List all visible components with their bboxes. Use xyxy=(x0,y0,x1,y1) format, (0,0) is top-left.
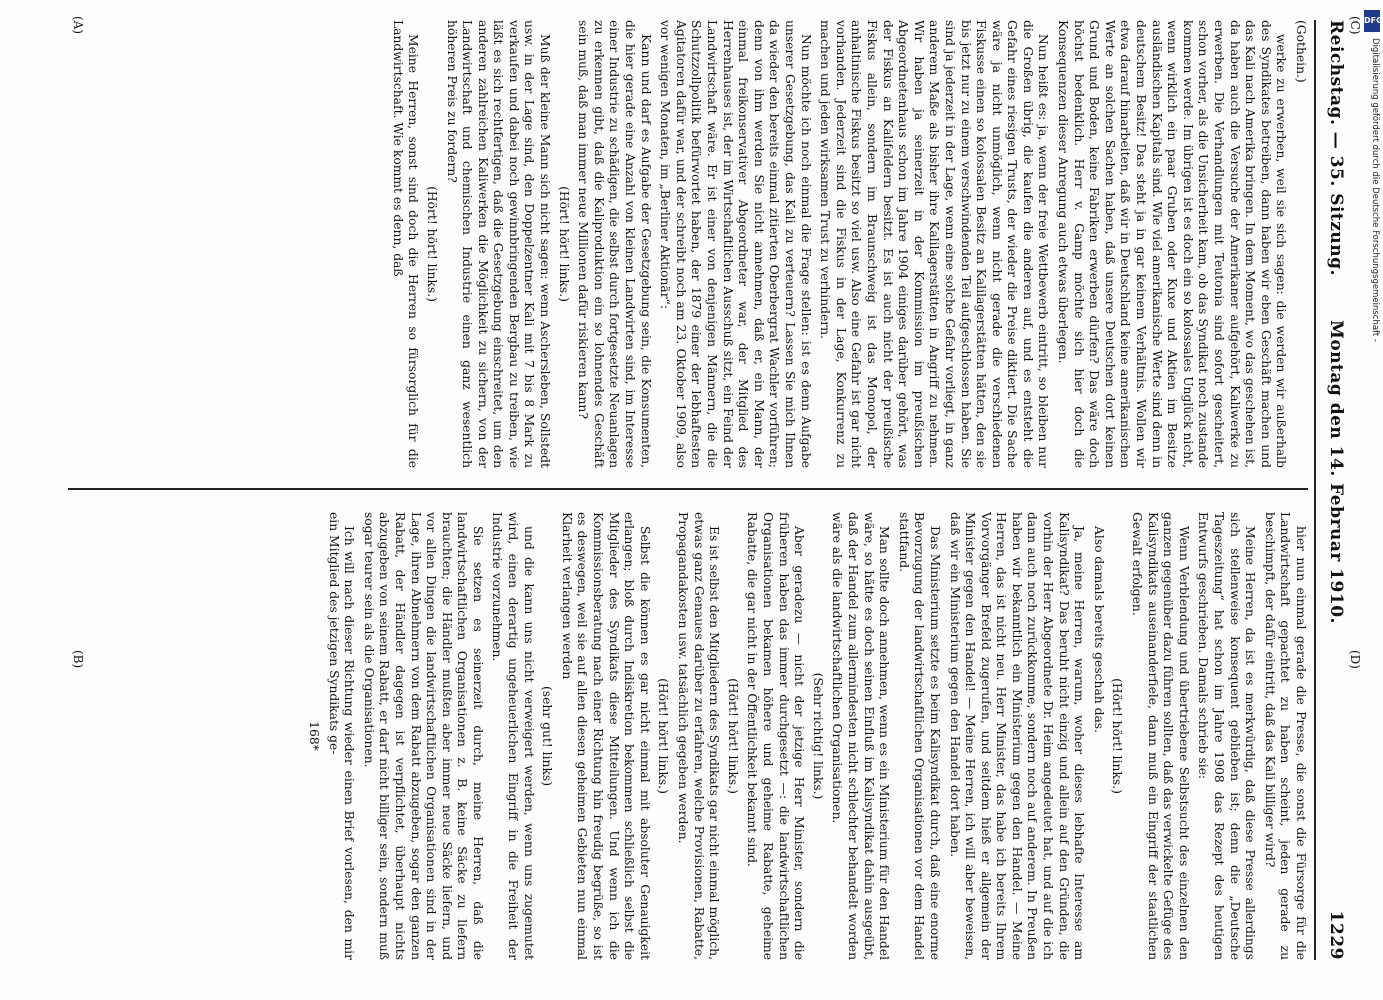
signature-mark: 168* xyxy=(306,721,321,751)
header-rule xyxy=(1314,20,1316,960)
paragraph: hier nun einmal gerade die Presse, die sonst die Fürsorge für die Landwirtschaft gepachtet zu haben scheint, jeden gerade zu beschimpft, der dafür eintritt, daß das Kali billiger wird? xyxy=(1262,512,1308,960)
paragraph: Ich will nach dieser Richtung wieder einen Brief vorlesen, den mir ein Mitglied des jetzigen Syndikats ge- xyxy=(326,512,357,960)
margin-mark-a: (A) xyxy=(71,16,85,35)
interjection: (Hört! hört! links.) xyxy=(725,678,740,794)
interjection: (Hört! hört! links.) xyxy=(424,186,439,302)
rotated-page xyxy=(60,16,1362,960)
right-column xyxy=(68,512,1308,960)
paragraph: Nun möchte ich noch einmal die Frage stellen: ist es denn Aufgabe unserer Gesetzgebung, das Kali zu verteuern? Lassen Sie mich Ihnen da wieder den bereits einmal zitierten Oberbergrat Wachler vorführen; denn von ihm werden Sie nicht annehmen, daß er, ein Mann, der einmal freikonservativer Abgeordneter war, der Mitglied des Herrenhauses ist, der im Wirtschaftlichen Ausschuß sitzt, ein Feind der Landwirtschaft wäre. Er ist einer von denjenigen Männern, die die Schutzzollpolitik befürwortet haben, der 1879 einer der lebhaftesten Agitatoren dafür war, und der schreibt noch am 23. Oktober 1909, also vor wenigen Monaten, im „Berliner Aktionär“: xyxy=(658,20,813,468)
paragraph: und die kann uns nicht verweigert werden, wenn uns zugemutet wird, einen derartig ungeheuerlichen Eingriff in die Freiheit der Industrie vorzunehmen. xyxy=(490,512,536,960)
paragraph: Also damals bereits geschah das. xyxy=(1091,526,1106,734)
paragraph: Aber geradezu — nicht der jetzige Herr Minister, sondern die früheren haben das immer durchgesetzt —: die landwirtschaftlichen Organisationen bekamen höhere und geheime Rabatte, geheime Rabatte, die gar nicht in der Öffentlichkeit bekannt sind. xyxy=(745,512,807,960)
paragraph: Muß der kleine Mann sich nicht sagen: wenn Aschersleben, Sollstedt usw. in der Lage sind, den Doppelzentner Kali mit 7 bis 8 Mark zu verkaufen und dabei noch gewinnbringenden Bergbau zu treiben, wie läßt es sich rechtfertigen, daß die Gesetzgebung einschreitet, um den anderen zahlreichen Kaliwerken die Möglichkeit zu sichern, von der Landwirtschaft und chemischen Industrie einen ganz wesentlich höheren Preis zu fordern? xyxy=(444,20,553,468)
digitization-credit xyxy=(1364,10,1383,950)
paragraph: Selbst die können es gar nicht einmal mit absoluter Genauigkeit erlangen; bloß durch Indiskretion bekommen schließlich selbst die Mitglieder des Syndikats diese Mitteilungen. Und wenn ich die Kommissionsberatung nach einer Richtung hin freudig begrüße, so ist es deswegen, weil sie auf allen diesen geheimen Gebieten nun einmal Klarheit verlangen werden xyxy=(559,512,652,960)
paragraph: werke zu erwerben, weil sie sich sagen: die werden wir außerhalb des Syndikates betreiben, dann haben wir eben Geschäft machen und das Kali nach Amerika bringen. In dem Moment, wo das geschehen ist, da haben auch die Versuche der Amerikaner aufgehört, Kaliwerke zu erwerben. Die Verhandlungen mit Teutonia sind sofort gescheitert, schon vorher, als die Unsicherheit kam, ob das Syndikat noch zustande kommen werde. Im übrigen ist es doch ein so kolossales Unglück nicht, wenn wirklich ein paar Gruben oder Kuxe und Aktien im Besitze ausländischen Kapitals sind. Wie viel amerikanische Werte sind denn in deutschem Besitz! Das steht ja in gar keinem Verhältnis. Wollen wir etwa darauf hinarbeiten, daß wir in Deutschland keine amerikanischen Werte an solchen Sachen haben, daß unsere Deutschen dort keinen Grund und Boden, keine Fabriken erwerben dürfen? Das wäre doch höchst bedenklich. Herr v. Gamp möchte sich hier doch die Konsequenzen dieser Anregung auch etwas überlegen. xyxy=(1056,20,1289,468)
paragraph: Meine Herren, da ist es merkwürdig, daß diese Presse allerdings sich stellenweise konsequent geblieben ist; denn die „Deutsche Tageszeitung“ hat schon im Jahre 1908 das Rezept des heutigen Entwurfs geschrieben. Damals schrieb sie: xyxy=(1196,512,1258,960)
header-left: Reichstag. — 35. Sitzung. xyxy=(1326,20,1346,276)
paragraph: Man sollte doch annehmen, wenn es ein Ministerium für den Handel wäre, so hätte es doch seinen Einfluß im Kalisyndikat dahin ausgeübt, daß der Handel zum allermindesten nicht schlechter behandelt worden wäre als die landwirtschaftlichen Organisationen. xyxy=(830,512,892,960)
left-column xyxy=(68,20,1308,468)
page-number: 1229 xyxy=(1326,910,1346,960)
paragraph: Ja, meine Herren, warum, woher dieses lebhafte Interesse am Kalisyndikat? Das beruht nicht einzig und allein auf den Gründen, die vorhin der Herr Abgeordnete Dr. Heim angedeutet hat, und auf die ich dann auch noch zurückkomme, sondern noch auf anderem. In Preußen haben wir bekanntlich ein Ministerium gegen den Handel. — Meine Herren, das ist nicht neu. Herr Minister, das habe ich bereits Ihrem Vorvorgänger Brefeld zugerufen, und seitdem hieß er allgemein der Minister gegen den Handel! — Meine Herren, ich will aber beweisen, daß wir ein Ministerium gegen den Handel dort haben. xyxy=(947,512,1087,960)
quote: Wenn Verblendung und übertriebene Selbstsucht des einzelnen den ganzen gegenüber dazu führen sollten, daß das verwickelte Gefüge des Kalisyndikats auseinanderfiele, dann muß ein Eingriff der staatlichen Gewalt erfolgen. xyxy=(1130,512,1191,960)
interjection: (Hört! hört! links.) xyxy=(556,186,571,302)
paragraph: Meine Herren, sonst sind doch die Herren so fürsorglich für die Landwirtschaft. Wie kommt es denn, daß xyxy=(390,20,421,468)
paragraph: Es ist selbst den Mitgliedern des Syndikats gar nicht einmal möglich, etwas ganz Genaues darüber zu erfahren, welche Provisionen, Rabatte, Propagandakosten usw. tatsächlich gegeben werden. xyxy=(676,512,722,960)
margin-mark-c: (C) xyxy=(1348,16,1362,35)
interjection: (Hört! hört! links.) xyxy=(656,678,671,794)
digitization-note: Digitalisierung gefördert durch die Deutsche Forschungsgemeinschaft - xyxy=(1370,38,1380,342)
page-header xyxy=(1316,20,1346,960)
paragraph: Sie setzen es seinerzeit durch, meine Herren, daß die landwirtschaftlichen Organisationen z. B. keine Säcke zu liefern brauchten; die Händler mußten aber immer neue Säcke liefern, und vor allen Dingen die landwirtschaftlichen Organisationen sind in der Lage, ihren Abnehmern von dem Rabatt abzugeben, sogar den ganzen Rabatt, der Händler dagegen ist verpflichtet, überhaupt nichts abzugeben von seinem Rabatt, er darf nicht billiger sein, sondern muß sogar teurer sein als die Organisationen. xyxy=(361,512,485,960)
quote: Kann und darf es Aufgabe der Gesetzgebung sein, die Konsumenten, die hier gerade eine Anzahl von kleinen Landwirten sind, im Interesse einer Industrie zu schädigen, die selbst durch fortgesetzte Neuanlagen zu erkennen gibt, daß die Kaliproduktion ein so lohnendes Geschäft sein muß, daß man immer neue Millionen dafür riskieren kann? xyxy=(576,20,653,468)
header-date: Montag den 14. Februar 1910. xyxy=(1326,320,1346,624)
paragraph: Nun heißt es: ja, wenn der freie Wettbewerb eintritt, so bleiben nur die Großen übrig, die kaufen die anderen auf, und es entsteht die Gefahr eines riesigen Trusts, der wieder die Preise diktiert. Die Sache wäre ja nicht unmöglich, wenn nicht gerade die verschiedenen Fiskusse einen so kolossalen Besitz an Kalilagerstätten hätten, den sie bis jetzt nur zu einem verschwindenden Teil aufgeschlossen haben. Sie sind ja jederzeit in der Lage, wenn eine solche Gefahr vorliegt, in ganz anderem Maße als bisher ihre Kalilagerstätten in Angriff zu nehmen. Wir haben ja seinerzeit in der Kommission im preußischen Abgeordnetenhaus schon im Jahre 1904 einiges darüber gehört, was der Fiskus an Kalifeldern besitzt. Es ist auch nicht der preußische Fiskus allein, sondern im Braunschweig ist das Monopol, der anhaltinische Fiskus besitzt so viel usw. Also eine Gefahr ist gar nicht vorhanden. Jederzeit sind die Fiskus in der Lage, Konkurrenz zu machen und jeden wirksamen Trust zu verhindern. xyxy=(818,20,1051,468)
interjection: (Sehr richtig! links.) xyxy=(810,672,825,800)
interjection: (Hört! hört! links.) xyxy=(1110,678,1125,794)
dfg-logo: DFG xyxy=(1364,10,1380,32)
margin-mark-d: (D) xyxy=(1348,650,1362,669)
paragraph: Das Ministerium setzte es beim Kalisyndikat durch, daß eine enorme Bevorzugung der landwirtschaftlichen Organisationen vor dem Handel stattfand. xyxy=(896,512,942,960)
column-divider xyxy=(68,488,1308,490)
speaker-label: (Gothein.) xyxy=(1294,20,1308,83)
margin-mark-b: (B) xyxy=(71,650,85,669)
interjection: (sehr gut! links) xyxy=(540,685,555,787)
